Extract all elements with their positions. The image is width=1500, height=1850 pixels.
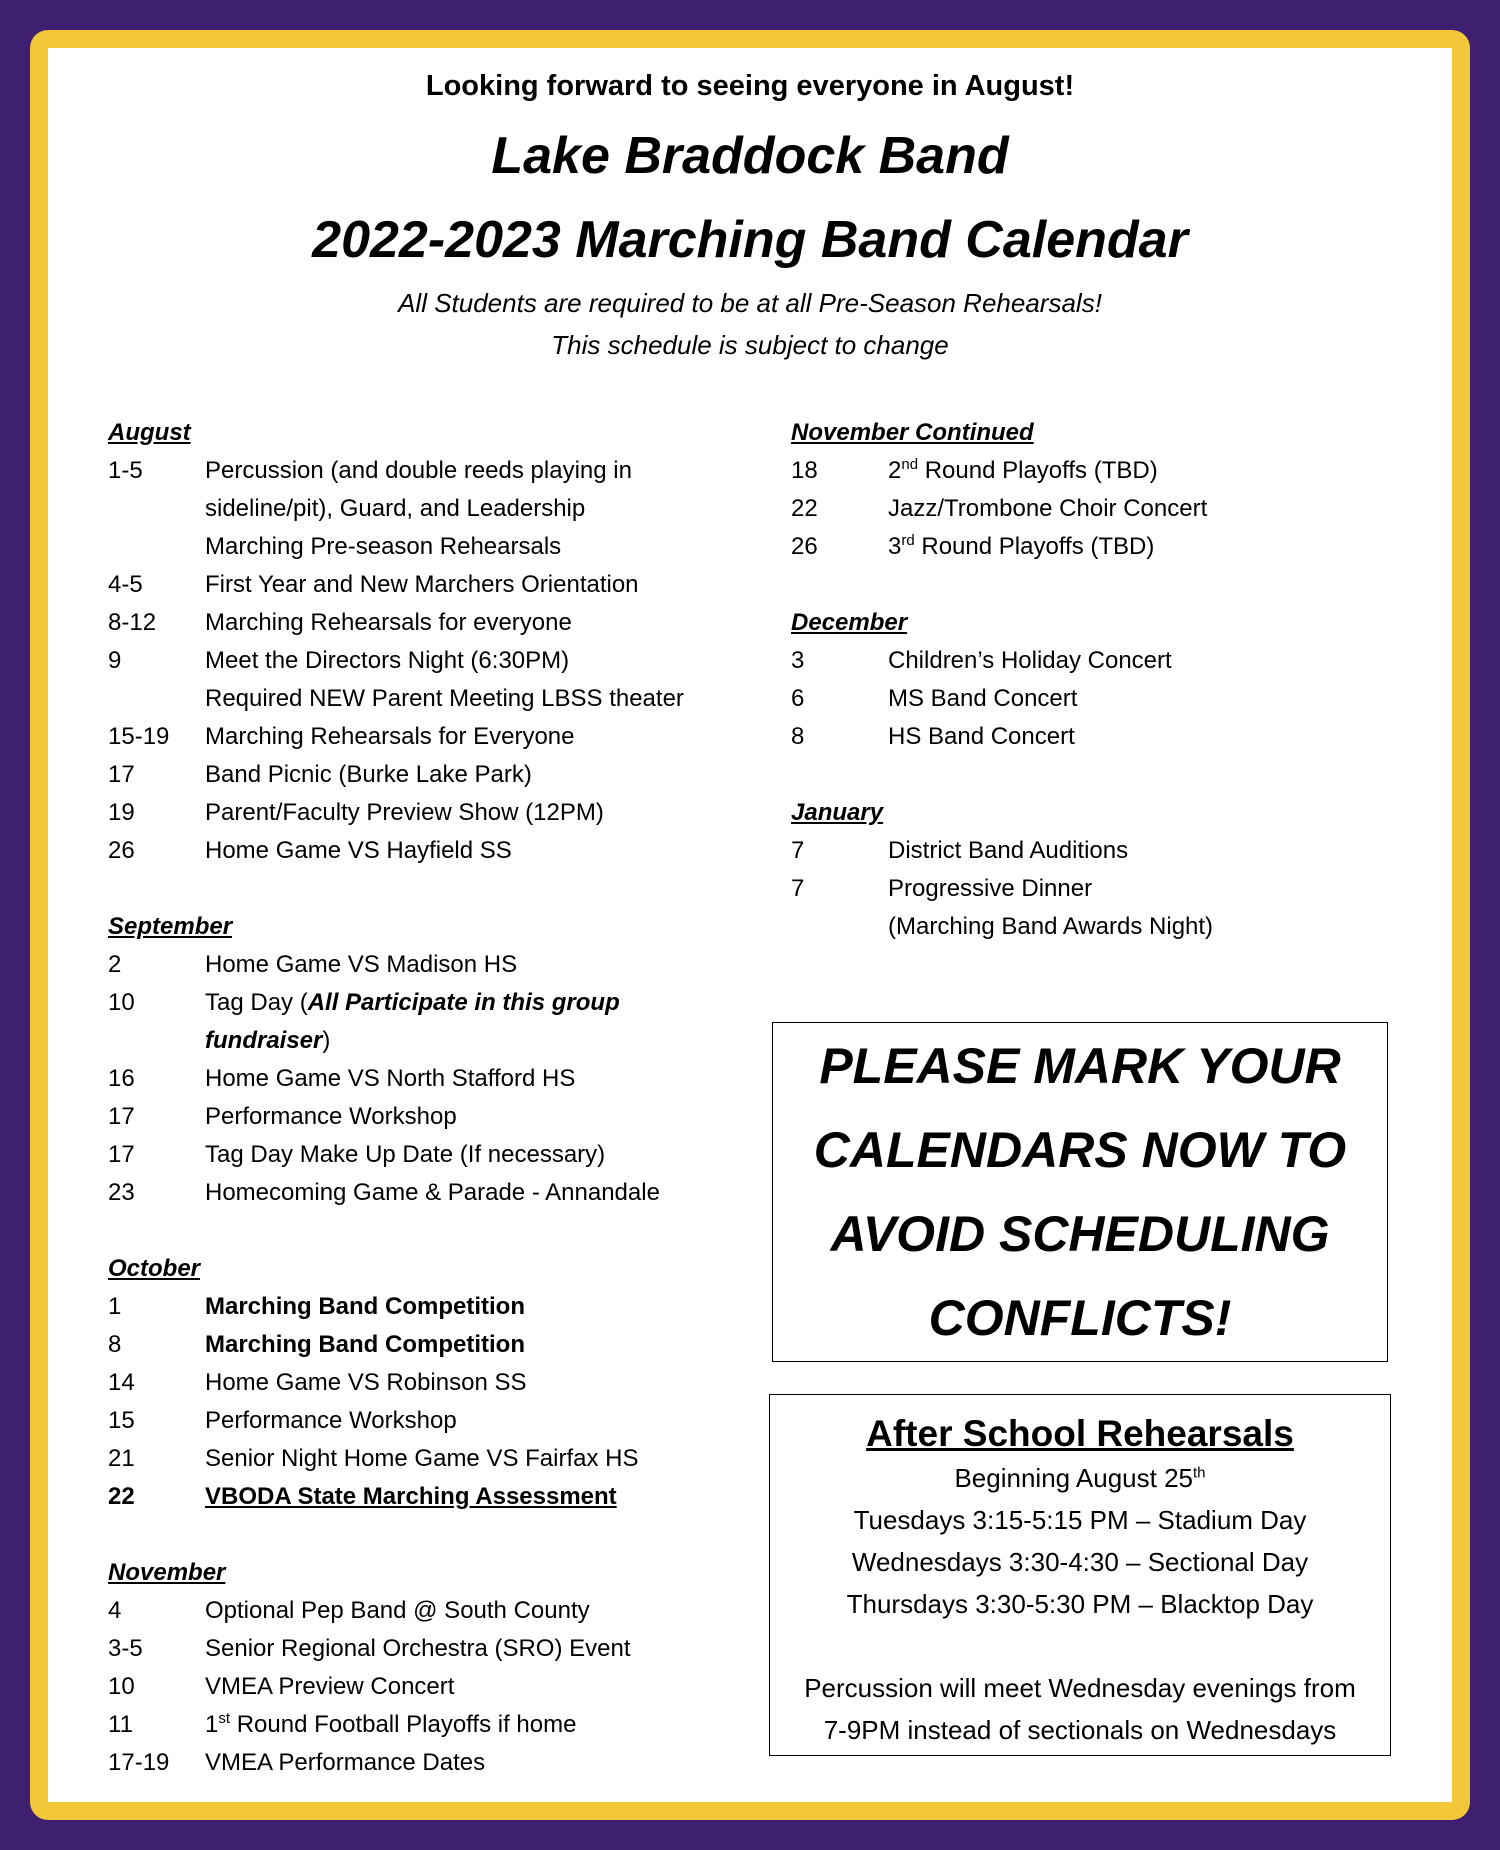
percussion-note-line: 7-9PM instead of sectionals on Wednesdays (823, 1715, 1337, 1745)
rehearsals-title: After School Rehearsals (866, 1413, 1294, 1454)
event-text-pre: Tag Day ( (205, 989, 308, 1016)
list-item (791, 642, 1431, 680)
ordinal-suffix: st (218, 1710, 231, 1727)
event-line: Required NEW Parent Meeting LBSS theater (205, 685, 684, 712)
event-date: 8 (108, 1331, 122, 1358)
ordinal-suffix: nd (901, 456, 919, 473)
mark-calendars-notice (772, 1022, 1388, 1362)
event-text (205, 642, 684, 718)
event-date: 18 (791, 457, 818, 484)
event-text: Performance Workshop (205, 1103, 457, 1130)
percussion-note-line: Percussion will meet Wednesday evenings from (804, 1673, 1356, 1703)
event-text-rest: Round Football Playoffs if home (230, 1711, 577, 1738)
event-text: Marching Band Competition (205, 1331, 525, 1358)
rehearsals-begin (770, 1457, 1390, 1499)
list-item (791, 870, 1431, 946)
list-item (108, 1288, 728, 1326)
event-date: 26 (791, 533, 818, 560)
event-text-rest: Round Playoffs (TBD) (914, 533, 1155, 560)
event-date: 26 (108, 837, 135, 864)
list-item (108, 1592, 728, 1630)
event-text: First Year and New Marchers Orientation (205, 571, 639, 598)
rehearsals-thursday: Thursdays 3:30-5:30 PM – Blacktop Day (846, 1589, 1314, 1619)
list-item (108, 1630, 728, 1668)
event-text-emphasis: fundraiser (205, 1027, 323, 1054)
after-school-rehearsals-box (769, 1394, 1391, 1756)
list-item (108, 794, 728, 832)
event-date: 9 (108, 647, 122, 674)
event-date: 1 (108, 1293, 122, 1320)
event-text (888, 452, 1158, 490)
event-text: Tag Day Make Up Date (If necessary) (205, 1141, 606, 1168)
event-date: 15 (108, 1407, 135, 1434)
event-text: Optional Pep Band @ South County (205, 1597, 590, 1624)
event-date: 19 (108, 799, 135, 826)
event-date: 4 (108, 1597, 122, 1624)
subtitle-required: All Students are required to be at all Pre-Season Rehearsals! (398, 288, 1102, 318)
event-text: Home Game VS Madison HS (205, 951, 518, 978)
event-date: 23 (108, 1179, 135, 1206)
event-text: Home Game VS North Stafford HS (205, 1065, 576, 1092)
month-heading-october: October (108, 1255, 201, 1282)
list-item (108, 984, 728, 1060)
list-item (108, 1136, 728, 1174)
event-date: 4-5 (108, 571, 143, 598)
event-date: 17-19 (108, 1749, 170, 1776)
event-text: Performance Workshop (205, 1407, 457, 1434)
event-text (205, 452, 632, 566)
month-heading-august: August (108, 419, 191, 446)
event-line: Marching Pre-season Rehearsals (205, 533, 562, 560)
list-item (108, 1706, 728, 1744)
event-text: Children’s Holiday Concert (888, 647, 1172, 674)
ordinal-number: 1 (205, 1711, 219, 1738)
event-text (888, 870, 1213, 946)
list-item (108, 756, 728, 794)
event-date: 17 (108, 761, 135, 788)
event-text: Marching Rehearsals for everyone (205, 609, 572, 636)
notice-line: PLEASE MARK YOUR (819, 1038, 1341, 1094)
list-item (108, 1174, 728, 1212)
month-heading-january: January (791, 799, 884, 826)
event-date: 7 (791, 875, 805, 902)
list-item (108, 1402, 728, 1440)
event-date: 3-5 (108, 1635, 143, 1662)
list-item (108, 566, 728, 604)
event-text: Senior Night Home Game VS Fairfax HS (205, 1445, 639, 1472)
event-line: (Marching Band Awards Night) (888, 913, 1214, 940)
list-item (791, 490, 1431, 528)
list-item (108, 832, 728, 870)
list-item (108, 718, 728, 756)
list-item (108, 1744, 728, 1782)
event-date: 15-19 (108, 723, 170, 750)
ordinal-suffix: rd (901, 532, 915, 549)
list-item (108, 1326, 728, 1364)
list-item (108, 1668, 728, 1706)
list-item (108, 1098, 728, 1136)
month-heading-september: September (108, 913, 233, 940)
event-date: 6 (791, 685, 805, 712)
list-item (108, 1440, 728, 1478)
event-date: 22 (791, 495, 818, 522)
notice-line: CONFLICTS! (928, 1290, 1232, 1346)
event-text: District Band Auditions (888, 837, 1129, 864)
event-date: 17 (108, 1141, 135, 1168)
event-text: VBODA State Marching Assessment (205, 1483, 617, 1510)
event-text: VMEA Preview Concert (205, 1673, 455, 1700)
event-line: sideline/pit), Guard, and Leadership (205, 495, 586, 522)
event-text: Jazz/Trombone Choir Concert (888, 495, 1208, 522)
event-line: Meet the Directors Night (6:30PM) (205, 647, 570, 674)
event-text (888, 528, 1154, 566)
list-item (791, 718, 1431, 756)
ordinal-number: 3 (888, 533, 902, 560)
month-heading-december: December (791, 609, 908, 636)
event-text: MS Band Concert (888, 685, 1078, 712)
event-text: Marching Band Competition (205, 1293, 525, 1320)
list-item (108, 642, 728, 718)
event-date: 3 (791, 647, 805, 674)
event-date: 7 (791, 837, 805, 864)
event-text: Marching Rehearsals for Everyone (205, 723, 575, 750)
month-heading-november: November (108, 1559, 226, 1586)
event-date: 21 (108, 1445, 135, 1472)
event-text: Home Game VS Hayfield SS (205, 837, 512, 864)
event-text: VMEA Performance Dates (205, 1749, 486, 1776)
event-line: Progressive Dinner (888, 875, 1093, 902)
list-item (791, 832, 1431, 870)
event-date: 8 (791, 723, 805, 750)
event-date: 22 (108, 1483, 135, 1510)
ordinal-suffix: th (1193, 1464, 1206, 1482)
list-item (108, 946, 728, 984)
event-date: 8-12 (108, 609, 157, 636)
subtitle-change: This schedule is subject to change (551, 330, 949, 360)
title-band-name: Lake Braddock Band (491, 127, 1009, 185)
event-date: 11 (108, 1711, 133, 1738)
event-text: Homecoming Game & Parade - Annandale (205, 1179, 660, 1206)
tagline: Looking forward to seeing everyone in August! (425, 70, 1075, 102)
left-column (108, 414, 728, 1782)
month-heading-november-continued: November Continued (791, 419, 1034, 446)
event-date: 1-5 (108, 457, 143, 484)
list-item (791, 680, 1431, 718)
event-text: Senior Regional Orchestra (SRO) Event (205, 1635, 631, 1662)
event-date: 2 (108, 951, 122, 978)
event-date: 10 (108, 989, 135, 1016)
calendar-page (48, 48, 1452, 1802)
list-item (108, 1364, 728, 1402)
event-text-emphasis: All Participate in this group (307, 989, 620, 1016)
event-date: 16 (108, 1065, 135, 1092)
rehearsals-tuesday: Tuesdays 3:15-5:15 PM – Stadium Day (853, 1505, 1307, 1535)
begin-text: Beginning August 25 (954, 1463, 1194, 1493)
list-item (791, 452, 1431, 490)
list-item (108, 1060, 728, 1098)
event-text: Home Game VS Robinson SS (205, 1369, 527, 1396)
event-line: Percussion (and double reeds playing in (205, 457, 632, 484)
title-calendar: 2022-2023 Marching Band Calendar (312, 211, 1188, 269)
event-date: 17 (108, 1103, 135, 1130)
notice-line: CALENDARS NOW TO (813, 1122, 1347, 1178)
list-item (108, 1478, 728, 1516)
event-date: 10 (108, 1673, 135, 1700)
list-item (108, 604, 728, 642)
notice-line: AVOID SCHEDULING (830, 1206, 1330, 1262)
list-item (791, 528, 1431, 566)
rehearsals-wednesday: Wednesdays 3:30-4:30 – Sectional Day (851, 1547, 1309, 1577)
event-text-rest: Round Playoffs (TBD) (918, 457, 1158, 484)
event-text (205, 1706, 576, 1744)
event-text: HS Band Concert (888, 723, 1075, 750)
event-date: 14 (108, 1369, 135, 1396)
event-text (205, 984, 620, 1060)
ordinal-number: 2 (888, 457, 902, 484)
list-item (108, 452, 728, 566)
event-text: Parent/Faculty Preview Show (12PM) (205, 799, 604, 826)
right-column (791, 414, 1431, 946)
event-text: Band Picnic (Burke Lake Park) (205, 761, 532, 788)
event-text-post: ) (322, 1027, 331, 1054)
